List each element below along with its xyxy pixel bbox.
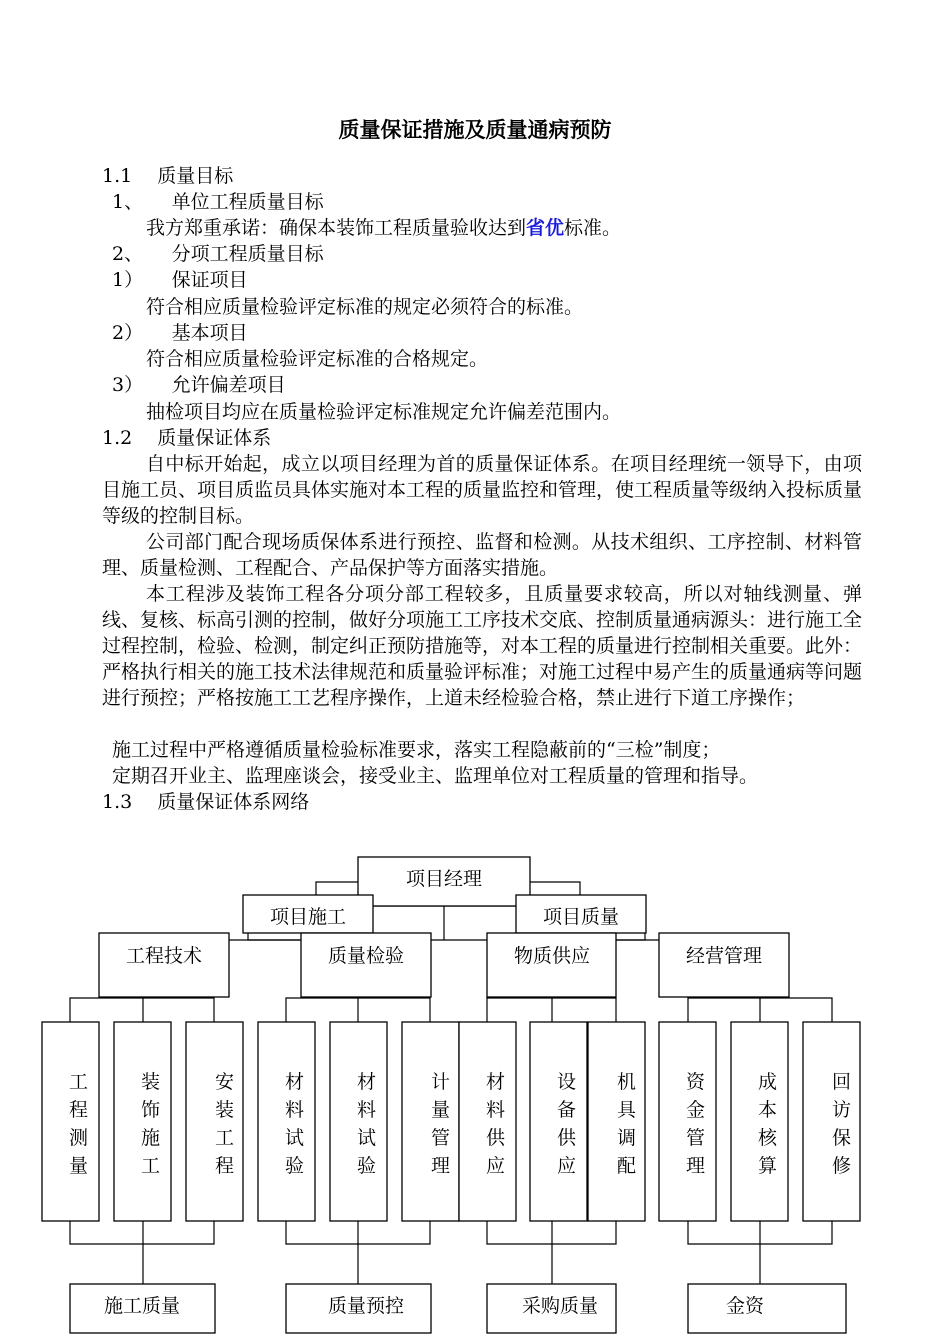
- task-box: [402, 1022, 459, 1221]
- tolerance-item-text: 抽检项目均应在质量检验评定标准规定允许偏差范围内。: [146, 401, 622, 423]
- unit-quality-goal-text: 我方郑重承诺：确保本装饰工程质量验收达到省优标准。: [146, 217, 622, 239]
- task-label: 计量管理: [430, 1071, 451, 1177]
- section-1-3-heading: 1.3 质量保证体系网络: [102, 791, 310, 813]
- bottom-purchase-quality-label: 采购质量: [521, 1295, 599, 1317]
- paragraph-company: 公司部门配合现场质保体系进行预控、监督和检测。从技术组织、工序控制、材料管理、质量检测、工程配合、产品保护等方面落实措施。: [102, 531, 862, 579]
- paragraph-measures: 本工程涉及装饰工程各分项分部工程较多，且质量要求较高，所以对轴线测量、弹线、复核、标高引测的控制，做好分项施工工序技术交底、控制质量通病源头：进行施工全过程控制，检验、检测，制定纠正预防措施等，对本工程的质量进行控制相关重要。此外：严格执行相关的施工技术法律规范和质量验评标准；对施工过程中易产生的质量通病等问题进行预控；严格按施工工艺程序操作，上道未经检验合格，禁止进行下道工序操作；: [102, 583, 863, 709]
- bottom-funds-box: [688, 1284, 846, 1333]
- task-box: [459, 1022, 516, 1221]
- task-label: 成本核算: [757, 1071, 778, 1177]
- dept-inspection-label: 质量检验: [327, 945, 405, 967]
- task-label: 材料供应: [485, 1071, 506, 1177]
- task-box: [258, 1022, 315, 1221]
- project-manager-label: 项目经理: [405, 868, 483, 890]
- task-label: 资金管理: [685, 1071, 706, 1177]
- bottom-quality-precontrol-label: 质量预控: [327, 1295, 405, 1317]
- dept-engineering-label: 工程技术: [125, 945, 203, 967]
- task-label: 材料试验: [356, 1071, 377, 1177]
- bottom-funds-label: 金资: [725, 1295, 765, 1317]
- task-label: 工程测量: [68, 1071, 89, 1177]
- section-1-1-heading: 1.1 质量目标: [102, 165, 234, 187]
- item-quality-goal-heading: 2、 分项工程质量目标: [112, 243, 324, 265]
- task-box: [114, 1022, 171, 1221]
- project-construction-label: 项目施工: [269, 906, 347, 928]
- tolerance-item-heading: 3） 允许偏差项目: [112, 374, 286, 396]
- task-box: [186, 1022, 243, 1221]
- dept-business-label: 经营管理: [685, 945, 763, 967]
- paragraph-system: 自中标开始起，成立以项目经理为首的质量保证体系。在项目经理统一领导下，由项目施工员、项目质监员具体实施对本工程的质量监控和管理，使工程质量等级纳入投标质量等级的控制目标。: [102, 453, 863, 527]
- document-title: 质量保证措施及质量通病预防: [338, 118, 612, 142]
- basic-item-text: 符合相应质量检验评定标准的合格规定。: [146, 348, 489, 370]
- task-box: [731, 1022, 788, 1221]
- task-label: 机具调配: [616, 1071, 637, 1177]
- section-1-2-heading: 1.2 质量保证体系: [102, 427, 272, 449]
- task-box: [42, 1022, 99, 1221]
- task-box: [803, 1022, 860, 1221]
- three-checks-line: 施工过程中严格遵循质量检验标准要求，落实工程隐蔽前的“三检”制度；: [112, 739, 721, 761]
- task-label: 材料试验: [284, 1071, 305, 1177]
- meeting-line: 定期召开业主、监理座谈会，接受业主、监理单位对工程质量的管理和指导。: [112, 765, 759, 787]
- guarantee-item-text: 符合相应质量检验评定标准的规定必须符合的标准。: [146, 296, 584, 318]
- dept-supply-label: 物质供应: [513, 945, 591, 967]
- basic-item-heading: 2） 基本项目: [112, 322, 248, 344]
- task-label: 安装工程: [214, 1071, 235, 1177]
- project-quality-label: 项目质量: [542, 906, 620, 928]
- highlight-text: 省优: [526, 217, 565, 239]
- quality-network-diagram: [0, 840, 950, 1344]
- guarantee-item-heading: 1） 保证项目: [112, 269, 248, 291]
- unit-quality-goal-heading: 1、 单位工程质量目标: [112, 191, 324, 213]
- task-label: 设备供应: [556, 1071, 577, 1177]
- task-box: [659, 1022, 716, 1221]
- task-label: 装饰施工: [140, 1071, 161, 1177]
- task-box: [330, 1022, 387, 1221]
- task-box: [530, 1022, 587, 1221]
- task-box: [588, 1022, 645, 1221]
- task-label: 回访保修: [831, 1071, 852, 1177]
- task-boxes: [42, 1022, 860, 1221]
- bottom-construction-quality-label: 施工质量: [103, 1295, 181, 1317]
